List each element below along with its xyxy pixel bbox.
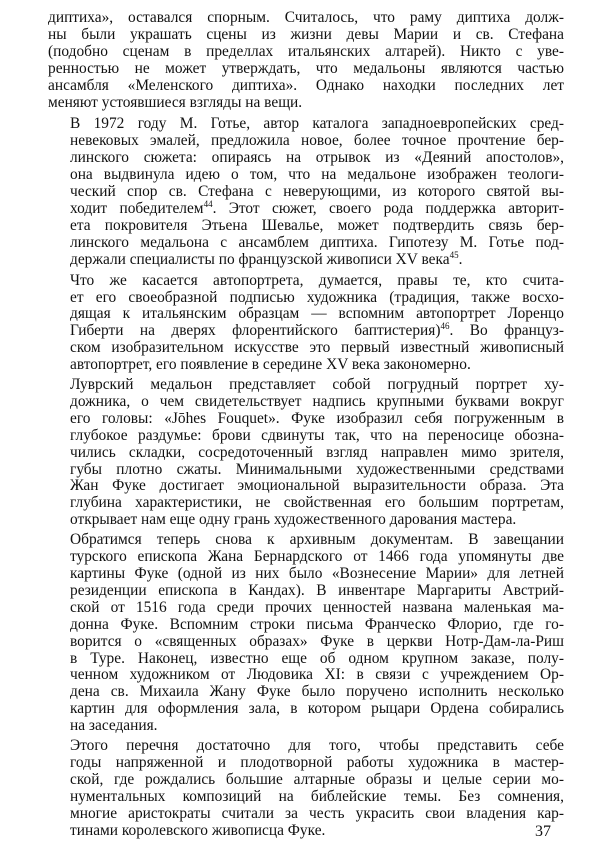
text-line: дожника, о чем свидетельствует надпись крупными буквами вокруг (70, 392, 564, 410)
text-line: линского медальона с ансамблем диптиха. Гипотезу М. Готье под- (70, 233, 564, 251)
page-number: 37 (535, 823, 551, 840)
text-line: линского сюжета: опираясь на отрывок из «Деяний апостолов», (70, 149, 564, 167)
text-line: держали специалисты по французской живописи XV века$^{45}$. (70, 249, 463, 268)
text-line: открывает нам еще одну грань художественного дарования мастера. (70, 511, 517, 529)
paragraph-6 (48, 738, 564, 839)
text-line: ворится о «священных образах» Фуке в церкви Нотр-Дам-ла-Риш (70, 632, 564, 650)
text-body (48, 10, 564, 840)
paragraph-3 (48, 273, 564, 374)
text-line: автопортрет, его появление в середине XV века закономерно. (70, 356, 471, 374)
text-line: на заседания. (70, 717, 158, 735)
text-line: Луврский медальон представляет собой погрудный портрет ху- (70, 376, 564, 394)
text-line: его головы: «Jōhes Fouquet». Фуке изобразил себя погруженным в (70, 409, 564, 427)
paragraph-1 (48, 10, 564, 111)
text-line: дена св. Михаила Жану Фуке было поручено исполнить несколько (70, 683, 564, 701)
text-line: тинами королевского живописца Фуке. (70, 821, 326, 839)
text-line: глубина характеристики, не свойственная его большим портретам, (70, 494, 564, 512)
text-line: Что же касается автопортрета, думается, правы те, кто счита- (70, 271, 564, 289)
text-line: меняют устоявшиеся взгляды на вещи. (48, 93, 303, 111)
text-line: ренностью не может утверждать, что медальоны являются частью (48, 59, 564, 77)
paragraph-2 (48, 116, 564, 268)
paragraph-5 (48, 532, 564, 735)
text-line: ском изобразительном искусстве это первый известный живописный (70, 339, 564, 357)
text-line: чились складки, сосредоточенный взгляд направлен мимо зрителя, (70, 443, 564, 461)
text-line: Обратимся теперь снова к архивным документам. В завещании (70, 531, 564, 549)
text-line: донна Фуке. Вспомним строки письма Франческо Флорио, где го- (70, 615, 564, 633)
text-line: ченном художником от Людовика XI: в связи с учреждением Ор- (70, 666, 564, 684)
text-line: в Туре. Наконец, известно еще об одном крупном заказе, полу- (70, 649, 564, 667)
text-line: диптиха», оставался спорным. Считалось, что раму диптиха долж- (48, 9, 564, 26)
text-line: ансамбля «Меленского диптиха». Однако находки последних лет (48, 76, 564, 94)
text-line: она выдвинула идею о том, что на медальоне изображен теологи- (70, 166, 564, 184)
text-line: Жан Фуке достигает эмоциональной выразительности образа. Эта (70, 477, 564, 495)
text-line: Этого перечня достаточно для того, чтобы представить себе (70, 737, 564, 755)
footnote-marker[interactable]: 46 (440, 321, 450, 332)
text-line: резиденции епископа в Кандах). В инвентаре Маргариты Австрий- (70, 581, 564, 599)
text-line: многие аристократы считали за честь украсить свои владения кар- (70, 804, 564, 822)
text-line: ны были украшать сцены из жизни девы Марии и св. Стефана (48, 25, 564, 43)
text-line: ской от 1516 года среди прочих ценностей названа маленькая ма- (70, 598, 564, 616)
text-line: ской, где рождались большие алтарные образы и целые серии мо- (70, 770, 564, 788)
text-line: ходит победителем$^{44}$. Этот сюжет, своего рода поддержка авторит- (70, 198, 564, 217)
text-line: (подобно сценам в пределлах итальянских алтарей). Никто с уве- (48, 42, 564, 60)
footnote-marker[interactable]: 44 (203, 198, 213, 209)
text-line: нументальных композиций на библейские темы. Без сомнения, (70, 787, 564, 805)
text-line: картины Фуке (одной из них было «Вознесение Марии» для летней (70, 565, 564, 582)
text-line: В 1972 году М. Готье, автор каталога западноевропейских сред- (70, 115, 564, 133)
text-line: ет его своеобразной подписью художника (традиция, также восхо- (70, 288, 564, 306)
text-line: турского епископа Жана Бернардского от 1466 года упомянуты две (70, 548, 564, 566)
text-line: годы напряженной и плодотворной работы художника в мастер- (70, 753, 564, 771)
text-line: картин для оформления зала, в котором рыцари Ордена собирались (70, 700, 564, 718)
text-line: ета покровителя Этьена Шевалье, может подтвердить связь бер- (70, 216, 564, 234)
text-line: ческий спор св. Стефана с неверующими, из которого святой вы- (70, 183, 564, 201)
text-line: глубокое раздумье: брови сдвинуты так, что на переносице обозна- (70, 426, 564, 444)
text-line: губы плотно сжаты. Минимальными художественными средствами (70, 460, 564, 478)
text-line: Гиберти на дверях флорентийского баптистерия)$^{46}$. Во француз- (70, 321, 564, 340)
text-line: невековых эмалей, предложила новое, более точное прочтение бер- (70, 132, 564, 150)
footnote-marker[interactable]: 45 (449, 249, 459, 260)
text-line: дящая к итальянским образцам — вспомним автопортрет Лоренцо (70, 305, 564, 323)
paragraph-4 (48, 377, 564, 529)
